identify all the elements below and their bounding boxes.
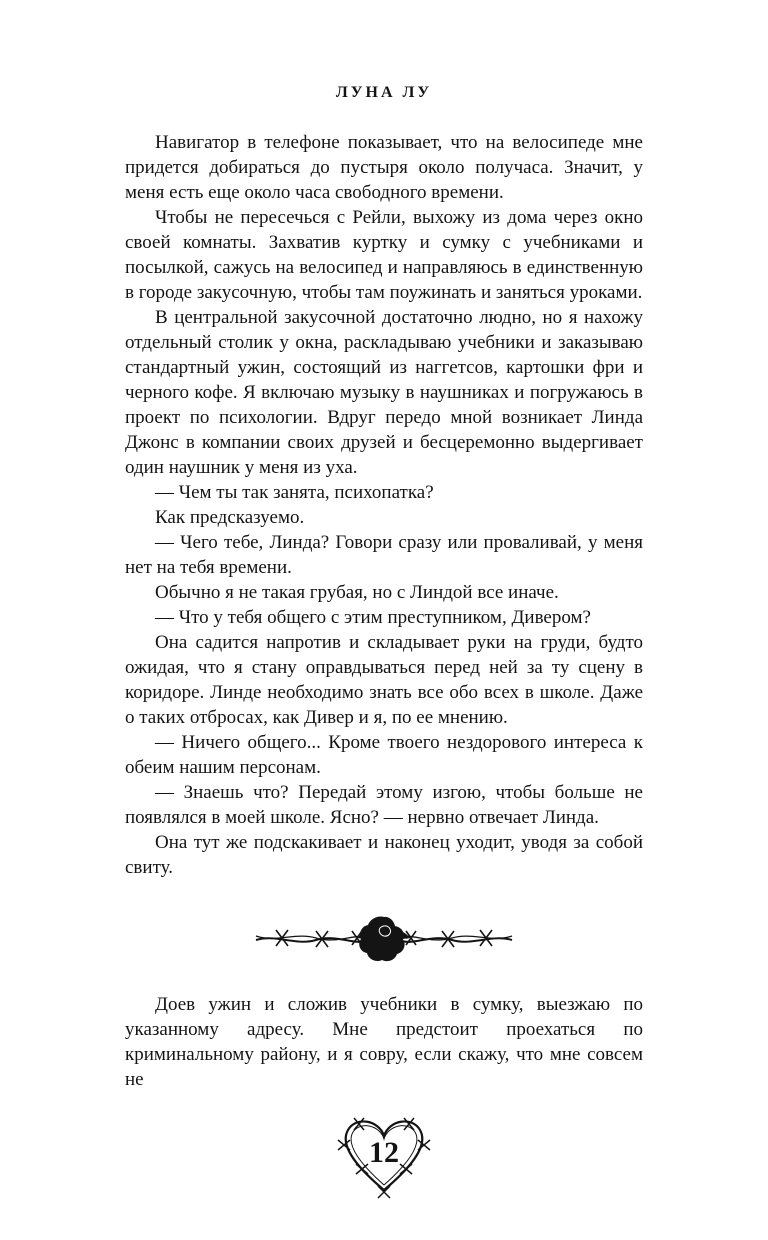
running-header: ЛУНА ЛУ xyxy=(335,84,433,101)
paragraph: Обычно я не такая грубая, но с Линдой все иначе. xyxy=(155,582,559,603)
paragraph: Она садится напротив и складывает руки на груди, будто ожидая, что я стану оправдываться перед ней за ту сцену в коридоре. Линде необходимо знать все обо всех в школе. Даже о таких отбросах, как Дивер и я, по ее мнению. xyxy=(125,632,643,728)
page-number-ornament xyxy=(336,1108,432,1208)
paragraph: — Чем ты так занята, психопатка? xyxy=(155,482,434,503)
paragraph: Навигатор в телефоне показывает, что на велосипеде мне придется добираться до пустыря около получаса. Значит, у меня есть еще около часа свободного времени. xyxy=(125,132,643,203)
paragraph: Чтобы не пересечься с Рейли, выхожу из дома через окно своей комнаты. Захватив куртку и сумку с учебниками и посылкой, сажусь на велосипед и направляюсь в единственную в городе закусочную, чтобы там поужинать и заняться уроками. xyxy=(125,207,643,303)
paragraph: В центральной закусочной достаточно людно, но я нахожу отдельный столик у окна, раскладываю учебники и заказываю стандартный ужин, состоящий из наггетсов, картошки фри и черного кофе. Я включаю музыку в наушниках и погружаюсь в проект по психологии. Вдруг передо мной возникает Линда Джонс в компании своих друзей и бесцеремонно выдергивает один наушник у меня из уха. xyxy=(125,307,643,478)
barbed-wire-heart-icon xyxy=(336,1108,432,1208)
barbed-wire-rose-icon xyxy=(254,912,514,964)
paragraph: — Знаешь что? Передай этому изгою, чтобы больше не появлялся в моей школе. Ясно? — нервно отвечает Линда. xyxy=(125,782,643,828)
page-text-column xyxy=(125,130,643,1208)
paragraph: Она тут же подскакивает и наконец уходит, уводя за собой свиту. xyxy=(125,832,643,878)
page-number: 12 xyxy=(369,1136,399,1169)
paragraph: Как предсказуемо. xyxy=(155,507,305,528)
paragraph: Доев ужин и сложив учебники в сумку, выезжаю по указанному адресу. Мне предстоит проехаться по криминальному району, и я совру, если скажу, что мне совсем не xyxy=(125,994,643,1090)
paragraph: — Ничего общего... Кроме твоего нездорового интереса к обеим нашим персонам. xyxy=(125,732,643,778)
section-divider xyxy=(254,912,514,964)
paragraph: — Чего тебе, Линда? Говори сразу или проваливай, у меня нет на тебя времени. xyxy=(125,532,643,578)
paragraph: — Что у тебя общего с этим преступником, Дивером? xyxy=(155,607,591,628)
